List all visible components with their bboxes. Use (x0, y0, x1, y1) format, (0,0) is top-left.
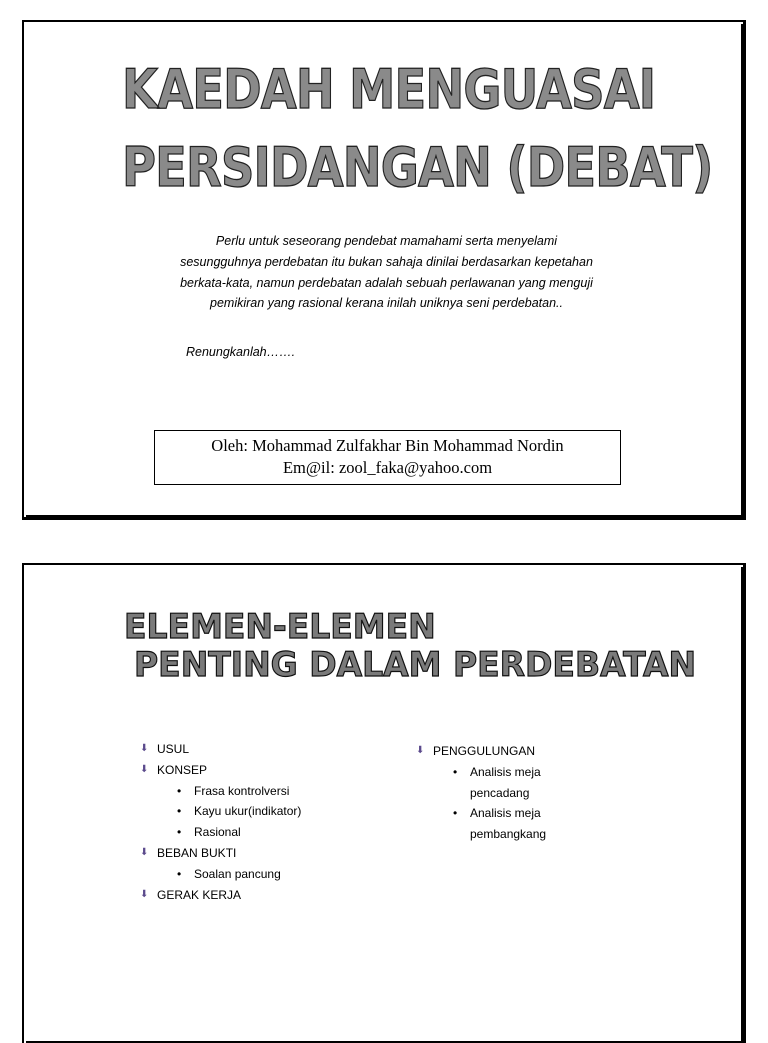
dot-bullet-icon: • (177, 804, 182, 819)
intro-paragraph: Perlu untuk seseorang pendebat mamahami serta menyelami sesungguhnya perdebatan itu bukan sahaja dinilai berdasarkan kepetahan berkata-kata, namun perdebatan adalah sebuah perlawanan yang menguji pemikiran yang rasional kerana inilah uniknya seni perdebatan.. (180, 234, 593, 311)
sub-bullet-item (157, 801, 301, 822)
sub-bullet-list (157, 864, 301, 885)
bullet-label: BEBAN BUKTI (157, 845, 237, 860)
slide-elements (22, 563, 746, 1043)
slide-heading-line-2: PENTING DALAM PERDEBATAN (134, 645, 697, 685)
bullet-label: KONSEP (157, 762, 208, 777)
sub-bullet-item (157, 864, 301, 885)
sub-bullet-list (433, 762, 560, 845)
arrow-bullet-icon: ⬇ (140, 846, 149, 858)
bullet-item (140, 760, 301, 843)
left-bullet-list (140, 739, 301, 905)
sub-bullet-label: Analisis meja pencadang (470, 764, 541, 800)
sub-bullet-label: Soalan pancung (194, 866, 281, 881)
dot-bullet-icon: • (177, 825, 182, 840)
slide-heading-line-1: ELEMEN-ELEMEN (124, 607, 436, 647)
bullet-item (140, 885, 301, 906)
sub-bullet-label: Kayu ukur(indikator) (194, 804, 302, 819)
sub-bullet-item (157, 822, 301, 843)
bullet-label: PENGGULUNGAN (433, 744, 536, 758)
slide-title-line-1: KAEDAH MENGUASAI (122, 58, 656, 121)
sub-bullet-item (433, 803, 560, 845)
arrow-bullet-icon: ⬇ (140, 888, 149, 900)
dot-bullet-icon: • (453, 806, 458, 821)
bullet-label: GERAK KERJA (157, 887, 242, 902)
sub-bullet-label: Frasa kontrolversi (194, 783, 290, 798)
bullet-label: USUL (157, 742, 190, 756)
slide-title (22, 20, 746, 520)
sub-bullet-item (157, 781, 301, 802)
bullet-item (416, 741, 560, 845)
right-bullet-list (416, 741, 560, 845)
sub-bullet-list (157, 781, 301, 843)
sub-bullet-label: Rasional (194, 825, 241, 840)
sub-bullet-label: Analisis meja pembangkang (470, 806, 547, 842)
dot-bullet-icon: • (453, 764, 458, 779)
bullet-item (140, 843, 301, 885)
arrow-bullet-icon: ⬇ (140, 763, 149, 775)
author-box (154, 430, 621, 485)
arrow-bullet-icon: ⬇ (416, 745, 425, 756)
arrow-bullet-icon: ⬇ (140, 743, 149, 754)
bullet-item (140, 739, 301, 760)
sub-bullet-item (433, 762, 560, 804)
reflection-text: Renungkanlah……. (186, 345, 296, 359)
author-email: Em@il: zool_faka@yahoo.com (282, 458, 493, 477)
author-name: Oleh: Mohammad Zulfakhar Bin Mohammad Nordin (211, 436, 564, 455)
dot-bullet-icon: • (177, 866, 182, 881)
dot-bullet-icon: • (177, 783, 182, 798)
slide-title-line-2: PERSIDANGAN (DEBAT) (122, 136, 713, 199)
